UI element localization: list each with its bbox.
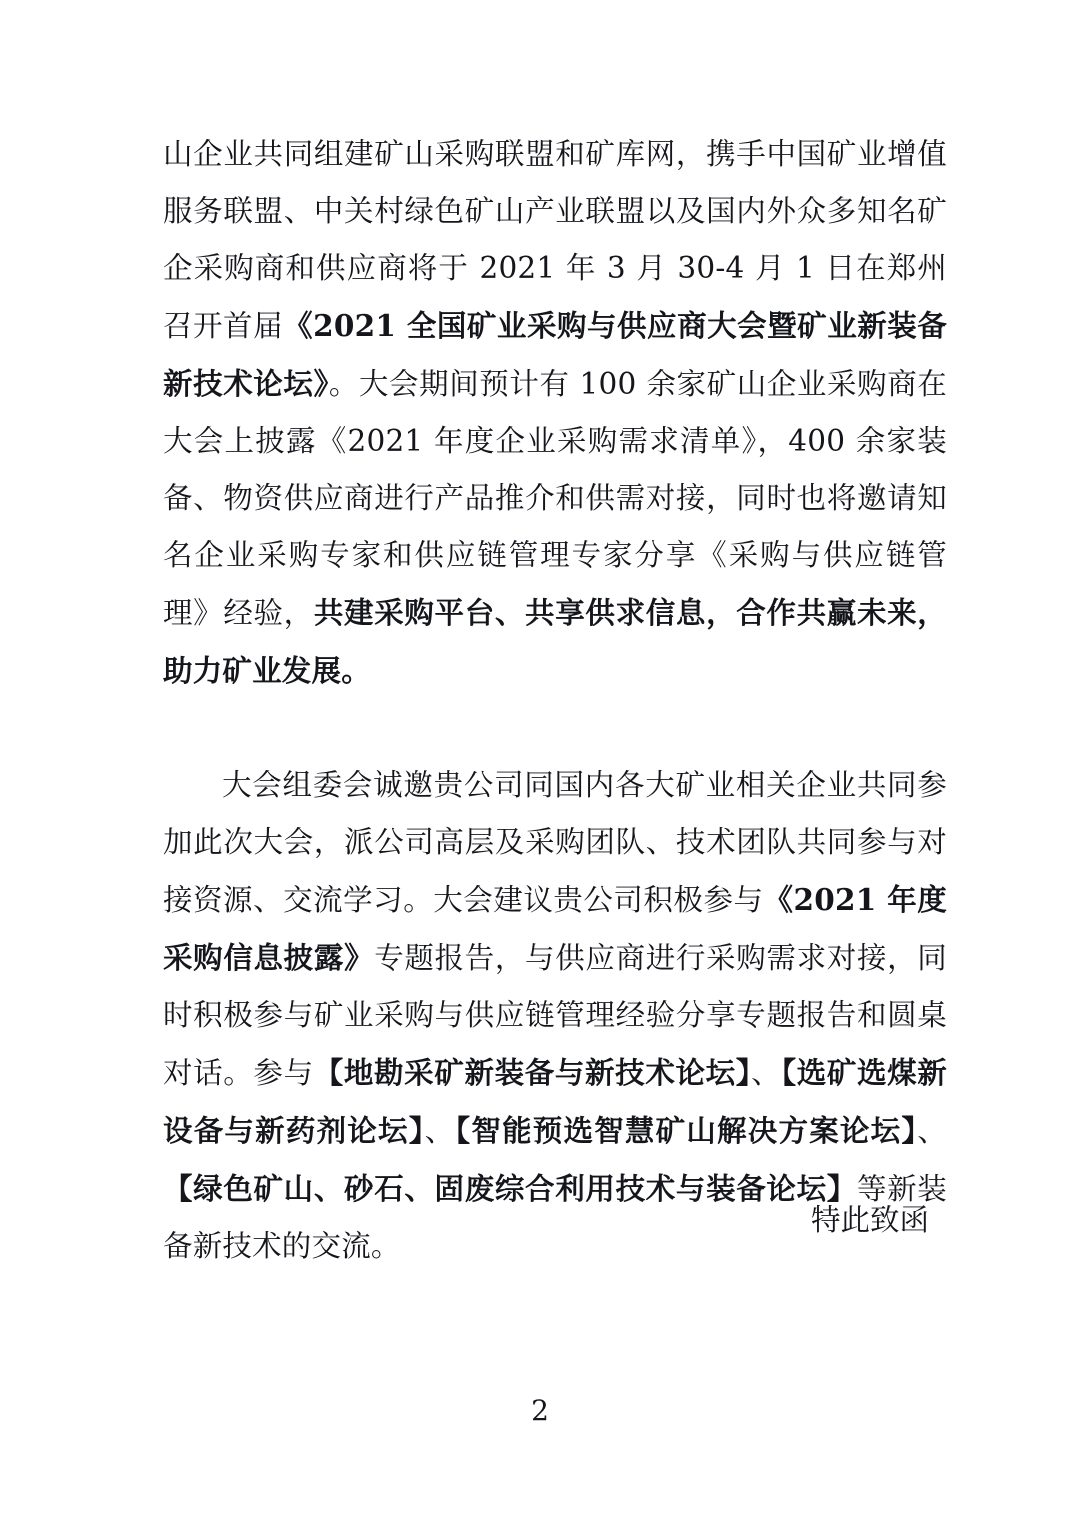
text-run: 山企业共同组建矿山采购联盟和矿库网，携手中国矿业增值服务联盟、中关村绿色矿山产业联盟以及国内外众多知名矿企采购商和供应商将于 2021 年 3 月 30-4 月 1 日在郑州召开首届 — [163, 137, 947, 343]
emphasis-run: 《2021 全国矿业采购与供应商大会暨矿业新装备新技术论坛》 — [163, 308, 947, 401]
text-run: 。大会期间预计有 100 余家矿山企业采购商在大会上披露《2021 年度企业采购需求清单》，400 余家装备、物资供应商进行产品推介和供需对接，同时也将邀请知名企业采购专家和供应链管理专家分享《采购与供应链管理》经验， — [163, 367, 947, 630]
text-run: 等新装备新技术的交流。 — [163, 1172, 947, 1263]
paragraph-1 — [163, 126, 947, 700]
text-run: 大会组委会诚邀贵公司同国内各大矿业相关企业共同参加此次大会，派公司高层及采购团队、技术团队共同参与对接资源、交流学习。大会建议贵公司积极参与 — [163, 768, 947, 917]
emphasis-run: 【地勘采矿新装备与新技术论坛】 — [313, 1055, 752, 1090]
emphasis-run: 共建采购平台、共享供求信息，合作共赢未来，助力矿业发展。 — [163, 595, 947, 688]
closing-salutation: 特此致函 — [810, 1203, 929, 1237]
emphasis-run: 《2021 年度采购信息披露》 — [163, 882, 947, 975]
emphasis-run: 【绿色矿山、砂石、固废综合利用技术与装备论坛】 — [163, 1171, 857, 1206]
emphasis-run: 【选矿选煤新设备与新药剂论坛】 — [163, 1055, 947, 1148]
text-run: 、 — [424, 1114, 456, 1148]
paragraph-spacer — [163, 700, 947, 757]
text-run: 专题报告，与供应商进行采购需求对接，同时积极参与矿业采购与供应链管理经验分享专题报告和圆桌对话。参与 — [163, 941, 947, 1090]
document-body — [163, 126, 947, 1275]
text-run: 、 — [751, 1056, 782, 1090]
page-number: 2 — [531, 1394, 549, 1427]
text-run: 、 — [917, 1114, 947, 1148]
emphasis-run: 【智能预选智慧矿山解决方案论坛】 — [455, 1113, 918, 1148]
